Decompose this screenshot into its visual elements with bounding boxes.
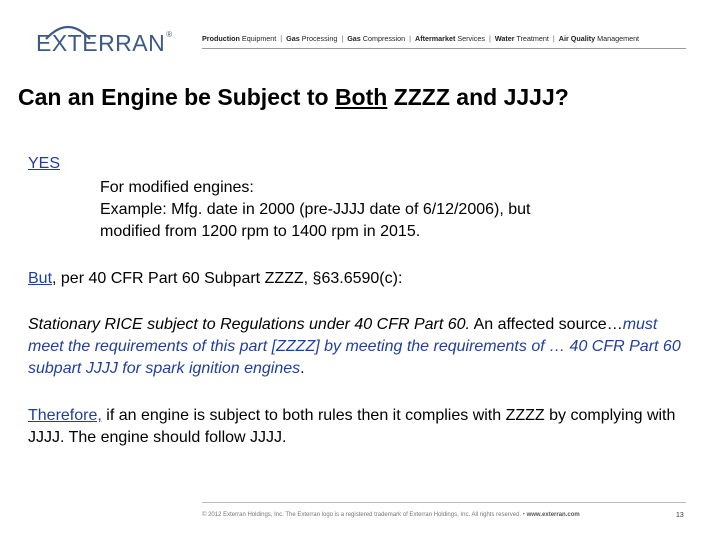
nav-item-aftermarket-bold: Aftermarket: [415, 34, 456, 43]
nav-item-gas-compression-bold: Gas: [347, 34, 361, 43]
modified-line-1: For modified engines:: [100, 179, 254, 196]
nav-separator: |: [341, 34, 344, 43]
nav-item-gas-compression-rest: Compression: [360, 34, 406, 43]
footer-divider: [202, 502, 686, 503]
yes-answer: YES: [28, 155, 61, 172]
nav-item-water-rest: Treatment: [514, 34, 549, 43]
nav-separator: |: [488, 34, 491, 43]
nav-separator: |: [280, 34, 283, 43]
footer: [202, 512, 580, 518]
nav-separator: |: [409, 34, 412, 43]
slide-title: [18, 84, 708, 111]
but-rest: , per 40 CFR Part 60 Subpart ZZZZ, §63.6590(c):: [52, 270, 403, 287]
footer-copyright: © 2012 Exterran Holdings, Inc. The Exterran logo is a registered trademark of Exterran Holdings, Inc. All rights reserved.: [202, 512, 522, 518]
nav-item-water-bold: Water: [494, 34, 515, 43]
footer-url[interactable]: www.exterran.com: [526, 512, 580, 518]
regulation-quote: [28, 314, 688, 380]
nav-item-production-bold: Production: [202, 34, 240, 43]
quote-part-2: An affected source…: [470, 316, 623, 333]
therefore-link[interactable]: Therefore,: [28, 407, 102, 424]
exterran-logo: [36, 30, 173, 60]
nav-item-gas-processing-bold: Gas: [286, 34, 300, 43]
modified-engines-block: [100, 177, 660, 243]
title-after: ZZZZ and JJJJ?: [387, 84, 569, 110]
modified-line-2: Example: Mfg. date in 2000 (pre-JJJJ date of 6/12/2006), but: [100, 201, 531, 218]
logo-arc-icon: [42, 19, 94, 41]
quote-part-1: Stationary RICE subject to Regulations under 40 CFR Part 60.: [28, 316, 470, 333]
therefore-rest: if an engine is subject to both rules then it complies with ZZZZ by complying with JJJJ. The engine should follow JJJJ.: [28, 407, 676, 446]
but-paragraph: [28, 268, 688, 290]
page-number: 13: [676, 512, 684, 519]
quote-part-3: must meet the requirements of this part [ZZZZ] by meeting the requirements of … 40 CFR Part 60 subpart JJJJ for spark ignition engines: [28, 316, 681, 377]
nav-item-production-rest: Equipment: [239, 34, 277, 43]
footer-bullet: •: [521, 512, 527, 518]
title-before: Can an Engine be Subject to: [18, 84, 335, 110]
but-link[interactable]: But: [28, 270, 53, 287]
modified-line-3: modified from 1200 rpm to 1400 rpm in 2015.: [100, 223, 421, 240]
nav-item-air-quality-rest: Management: [595, 34, 640, 43]
logo-text: EXTERRAN: [36, 30, 166, 56]
header-divider: [202, 48, 686, 49]
quote-part-4: .: [300, 360, 305, 377]
title-underlined-word: Both: [334, 84, 388, 110]
header-services-nav: [202, 34, 686, 43]
nav-item-gas-processing-rest: Processing: [299, 34, 338, 43]
therefore-paragraph: [28, 405, 688, 449]
nav-item-aftermarket-rest: Services: [455, 34, 485, 43]
nav-item-air-quality-bold: Air Quality: [558, 34, 596, 43]
nav-separator: |: [552, 34, 555, 43]
logo-registered-mark: ®: [166, 30, 173, 39]
